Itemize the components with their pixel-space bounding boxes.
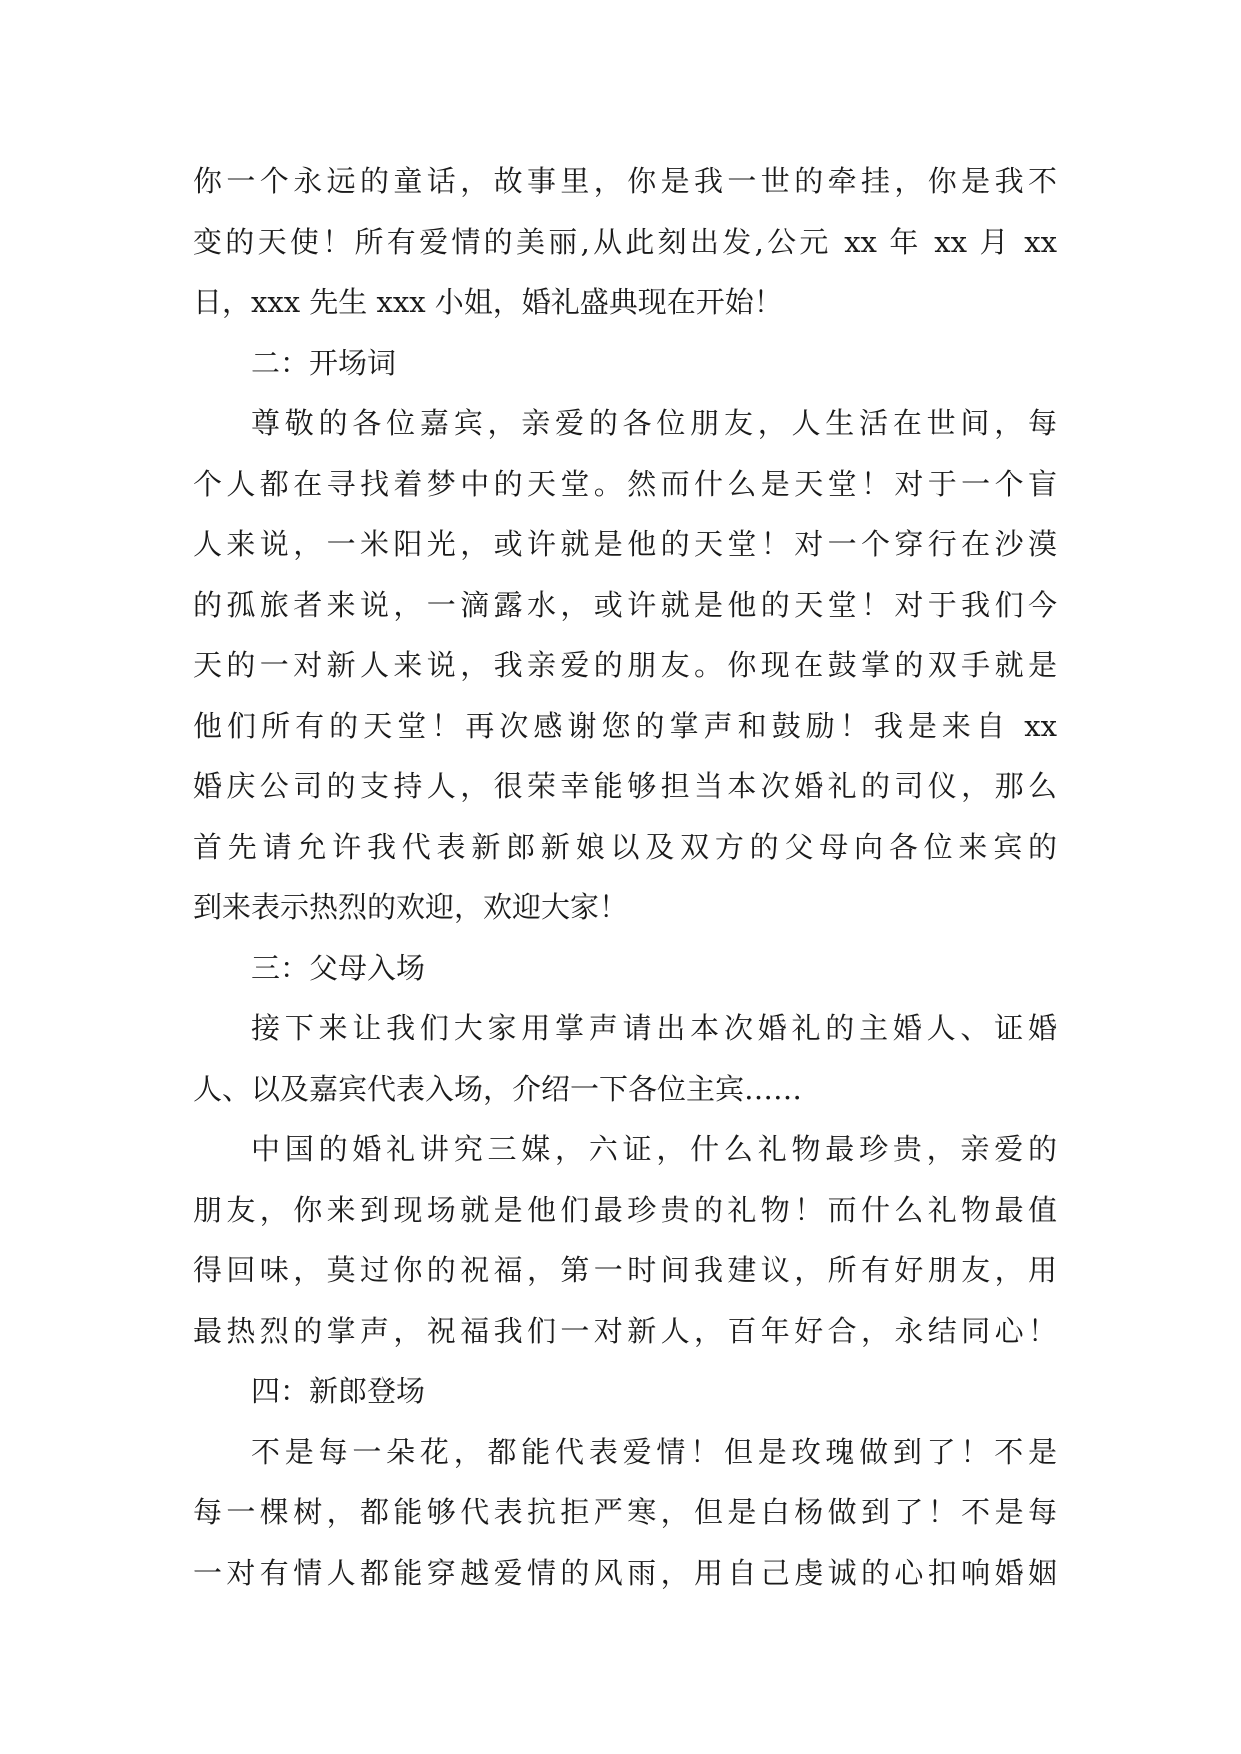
text-line: 你一个永远的童话，故事里，你是我一世的牵挂，你是我不 [193, 164, 1057, 198]
text-line: 变的天使！所有爱情的美丽,从此刻出发,公元 xx 年 xx 月 xx [193, 224, 1057, 259]
text-line: 婚庆公司的支持人，很荣幸能够担当本次婚礼的司仪，那么 [193, 769, 1057, 803]
text-line: 他们所有的天堂！再次感谢您的掌声和鼓励！我是来自 xx [193, 708, 1057, 743]
text-line: 首先请允许我代表新郎新娘以及双方的父母向各位来宾的 [193, 829, 1057, 864]
section-heading: 四：新郎登场 [251, 1374, 426, 1408]
text-line: 不是每一朵花，都能代表爱情！但是玫瑰做到了！不是 [251, 1434, 1057, 1469]
text-line: 的孤旅者来说，一滴露水，或许就是他的天堂！对于我们今 [193, 587, 1057, 622]
text-line: 一对有情人都能穿越爱情的风雨，用自己虔诚的心扣响婚姻 [193, 1555, 1057, 1590]
document-page [193, 151, 1057, 1603]
text-line: 朋友，你来到现场就是他们最珍贵的礼物！而什么礼物最值 [193, 1192, 1057, 1227]
text-line: 个人都在寻找着梦中的天堂。然而什么是天堂！对于一个盲 [193, 466, 1057, 501]
text-line: 每一棵树，都能够代表抗拒严寒，但是白杨做到了！不是每 [193, 1495, 1057, 1529]
section-heading: 三：父母入场 [251, 950, 426, 985]
text-line: 人来说，一米阳光，或许就是他的天堂！对一个穿行在沙漠 [193, 527, 1057, 561]
text-line: 天的一对新人来说，我亲爱的朋友。你现在鼓掌的双手就是 [193, 648, 1057, 682]
text-line: 尊敬的各位嘉宾，亲爱的各位朋友，人生活在世间，每 [251, 406, 1057, 440]
text-line: 接下来让我们大家用掌声请出本次婚礼的主婚人、证婚 [251, 1011, 1057, 1045]
section-heading: 二：开场词 [251, 345, 397, 380]
text-line: 得回味，莫过你的祝福，第一时间我建议，所有好朋友，用 [193, 1253, 1057, 1287]
text-line: 中国的婚礼讲究三媒，六证，什么礼物最珍贵，亲爱的 [251, 1132, 1057, 1166]
text-line: 最热烈的掌声，祝福我们一对新人，百年好合，永结同心！ [193, 1313, 1057, 1348]
text-line: 日，xxx 先生 xxx 小姐，婚礼盛典现在开始！ [193, 285, 783, 319]
text-line: 到来表示热烈的欢迎，欢迎大家！ [193, 890, 629, 924]
text-line: 人、以及嘉宾代表入场，介绍一下各位主宾…… [193, 1071, 803, 1106]
